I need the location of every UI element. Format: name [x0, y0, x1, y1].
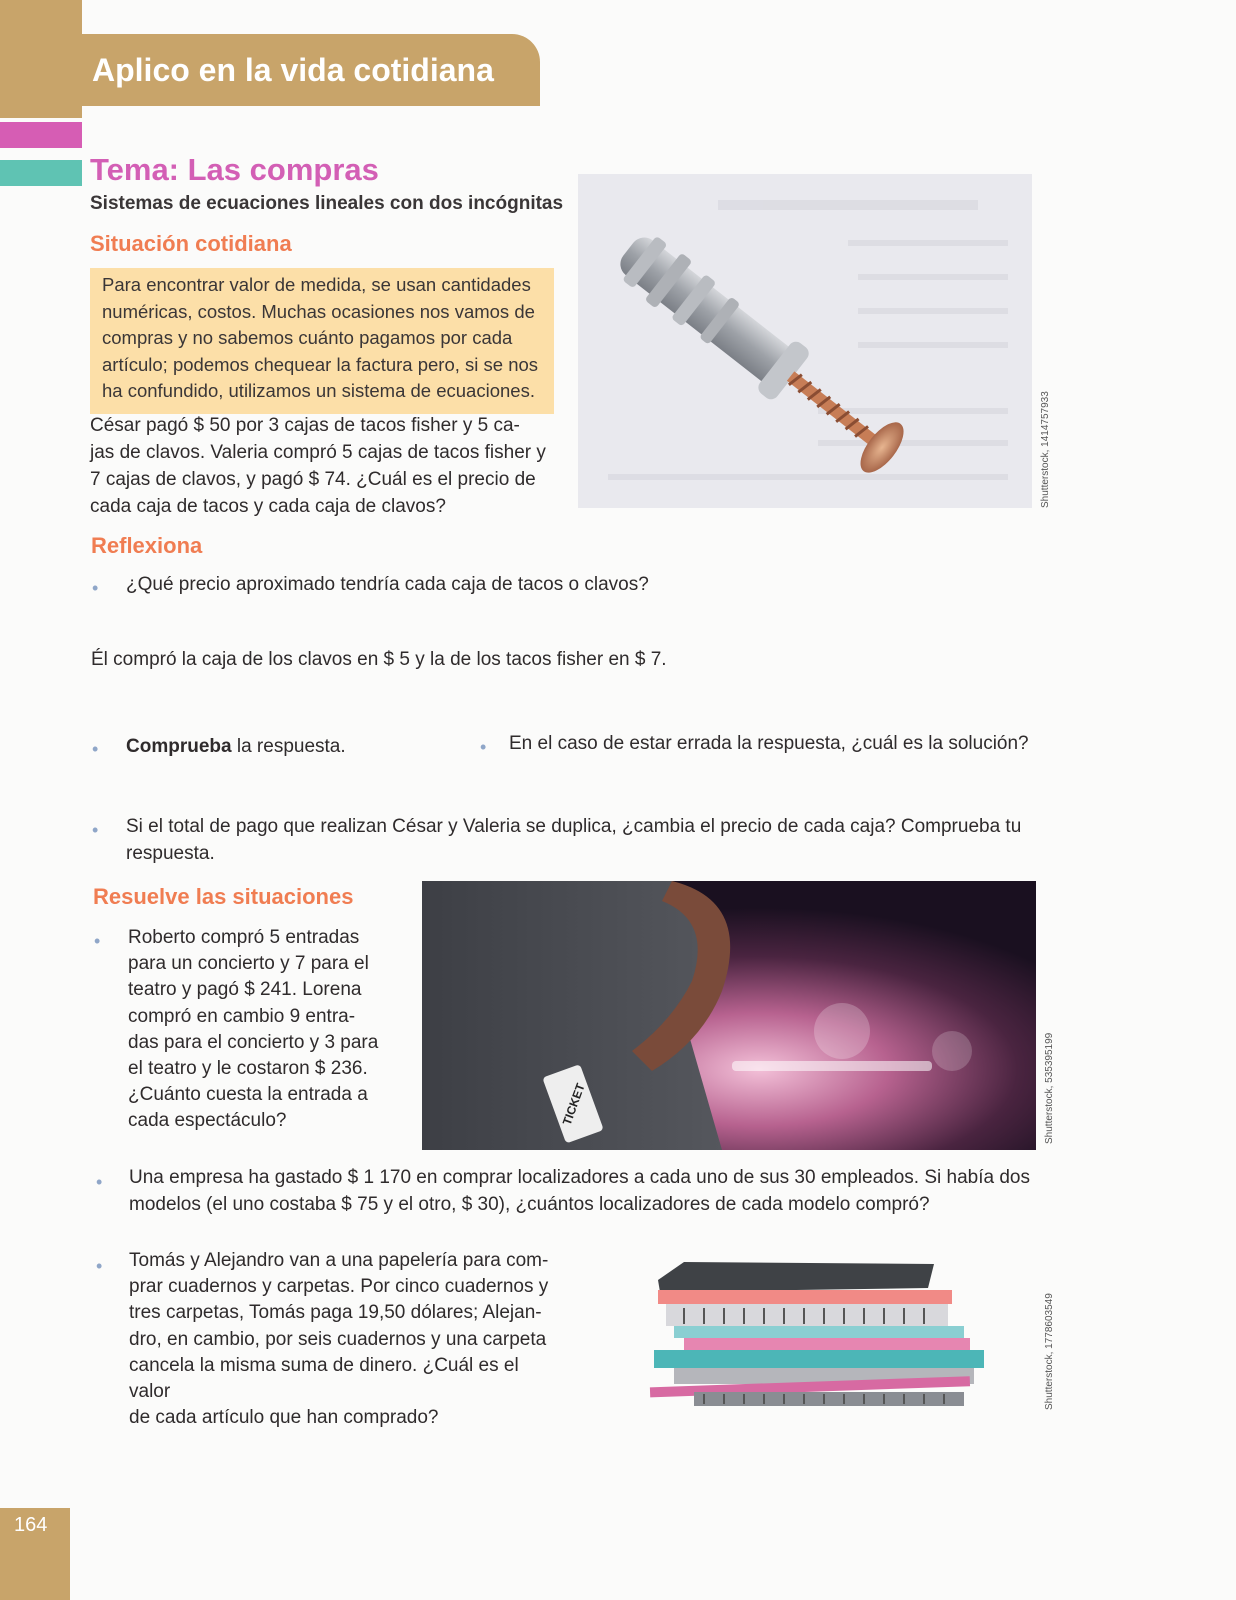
solve-problem-1-line: teatro y pagó $ 241. Lorena	[128, 979, 362, 1001]
anchor-photo	[578, 174, 1032, 508]
bullet-icon: •	[480, 737, 487, 757]
highlight-line: compras y no sabemos cuánto pagamos por cada	[102, 327, 513, 348]
margin-gold-bar	[0, 0, 82, 118]
reflect-question-3: En el caso de estar errada la respuesta, ¿cuál es la solución?	[509, 733, 1029, 754]
solve-problem-2-line: modelos (el uno costaba $ 75 y el otro, $ 30), ¿cuántos localizadores de cada modelo compró?	[129, 1194, 930, 1215]
reflect-question-4	[126, 813, 1021, 867]
problem-line: jas de clavos. Valeria compró 5 cajas de tacos fisher y	[90, 442, 546, 463]
reflect-question-1: ¿Qué precio aproximado tendría cada caja de tacos o clavos?	[126, 574, 649, 595]
reflect-question-2-bold: Comprueba	[126, 736, 232, 757]
anchor-photo-credit: Shutterstock, 1414757933	[1040, 391, 1051, 508]
highlight-text	[102, 272, 548, 405]
solve-problem-3-line: cancela la misma suma de dinero. ¿Cuál es el valor	[129, 1354, 519, 1403]
bullet-icon: •	[92, 820, 99, 840]
problem-line: cada caja de tacos y cada caja de clavos?	[90, 496, 446, 517]
page-number: 164	[14, 1514, 48, 1536]
solve-problem-3-line: dro, en cambio, por seis cuadernos y una carpeta	[129, 1328, 547, 1350]
highlight-line: Para encontrar valor de medida, se usan cantidades	[102, 274, 531, 295]
anchor-illustration	[578, 174, 1032, 508]
ticket-label: TICKET	[559, 1081, 588, 1127]
reflect-question-2-rest: la respuesta.	[231, 736, 346, 757]
margin-teal-bar	[0, 160, 82, 186]
bullet-icon: •	[94, 931, 101, 951]
bullet-icon: •	[92, 739, 99, 759]
solve-problem-1-line: el teatro y le costaron $ 236.	[128, 1058, 368, 1080]
solve-problem-3-line: tres carpetas, Tomás paga 19,50 dólares; Alejan-	[129, 1302, 542, 1324]
solve-problem-3-line: Tomás y Alejandro van a una papelería para com-	[129, 1250, 549, 1271]
solve-problem-1-line: Roberto compró 5 entradas	[128, 927, 360, 948]
topic-title: Tema: Las compras	[90, 152, 379, 187]
margin-pink-bar	[0, 122, 82, 148]
bullet-icon: •	[96, 1172, 103, 1192]
problem-line: 7 cajas de clavos, y pagó $ 74. ¿Cuál es el precio de	[90, 469, 536, 490]
solve-problem-1-line: ¿Cuánto cuesta la entrada a	[128, 1084, 368, 1106]
solve-problem-1-line: das para el concierto y 3 para	[128, 1031, 379, 1053]
problem-text	[90, 412, 550, 520]
solve-problem-3	[129, 1248, 559, 1431]
solve-problem-1-line: para un concierto y 7 para el	[128, 953, 369, 975]
concert-photo-credit: Shutterstock, 535395199	[1044, 1032, 1055, 1144]
solve-problem-3-line: de cada artículo que han comprado?	[129, 1407, 439, 1429]
solve-problem-1	[128, 925, 390, 1135]
notebooks-photo-credit: Shutterstock, 1778603549	[1044, 1293, 1055, 1410]
situation-heading: Situación cotidiana	[90, 231, 292, 256]
highlight-line: numéricas, costos. Muchas ocasiones nos vamos de	[102, 300, 535, 322]
reflect-question-4-line: Si el total de pago que realizan César y Valeria se duplica, ¿cambia el precio de cada caja? Comprueba tu	[126, 816, 1022, 837]
reflect-heading: Reflexiona	[91, 533, 203, 558]
solve-problem-2	[129, 1164, 1030, 1218]
bullet-icon: •	[96, 1256, 103, 1276]
solve-problem-1-line: cada espectáculo?	[128, 1110, 287, 1132]
notebooks-photo	[644, 1258, 990, 1420]
notebooks-illustration	[644, 1258, 990, 1420]
highlight-line: artículo; podemos chequear la factura pero, si se nos	[102, 353, 539, 375]
topic-subtitle: Sistemas de ecuaciones lineales con dos incógnitas	[90, 193, 564, 214]
reflect-answer: Él compró la caja de los clavos en $ 5 y la de los tacos fisher en $ 7.	[91, 649, 667, 670]
solve-problem-1-line: compró en cambio 9 entra-	[128, 1005, 356, 1027]
reflect-question-2	[126, 733, 346, 760]
page-title: Aplico en la vida cotidiana	[92, 52, 494, 88]
solve-problem-2-line: Una empresa ha gastado $ 1 170 en comprar localizadores a cada uno de sus 30 empleados. Si había dos	[129, 1167, 1030, 1188]
reflect-question-4-line: respuesta.	[126, 843, 215, 864]
solve-heading: Resuelve las situaciones	[93, 884, 354, 909]
left-margin	[0, 0, 82, 1600]
concert-illustration	[422, 881, 1036, 1150]
problem-line: César pagó $ 50 por 3 cajas de tacos fisher y 5 ca-	[90, 415, 520, 436]
bullet-icon: •	[92, 578, 99, 598]
solve-problem-3-line: prar cuadernos y carpetas. Por cinco cuadernos y	[129, 1276, 549, 1298]
highlight-line: ha confundido, utilizamos un sistema de ecuaciones.	[102, 380, 535, 401]
concert-ticket-photo	[422, 881, 1036, 1150]
